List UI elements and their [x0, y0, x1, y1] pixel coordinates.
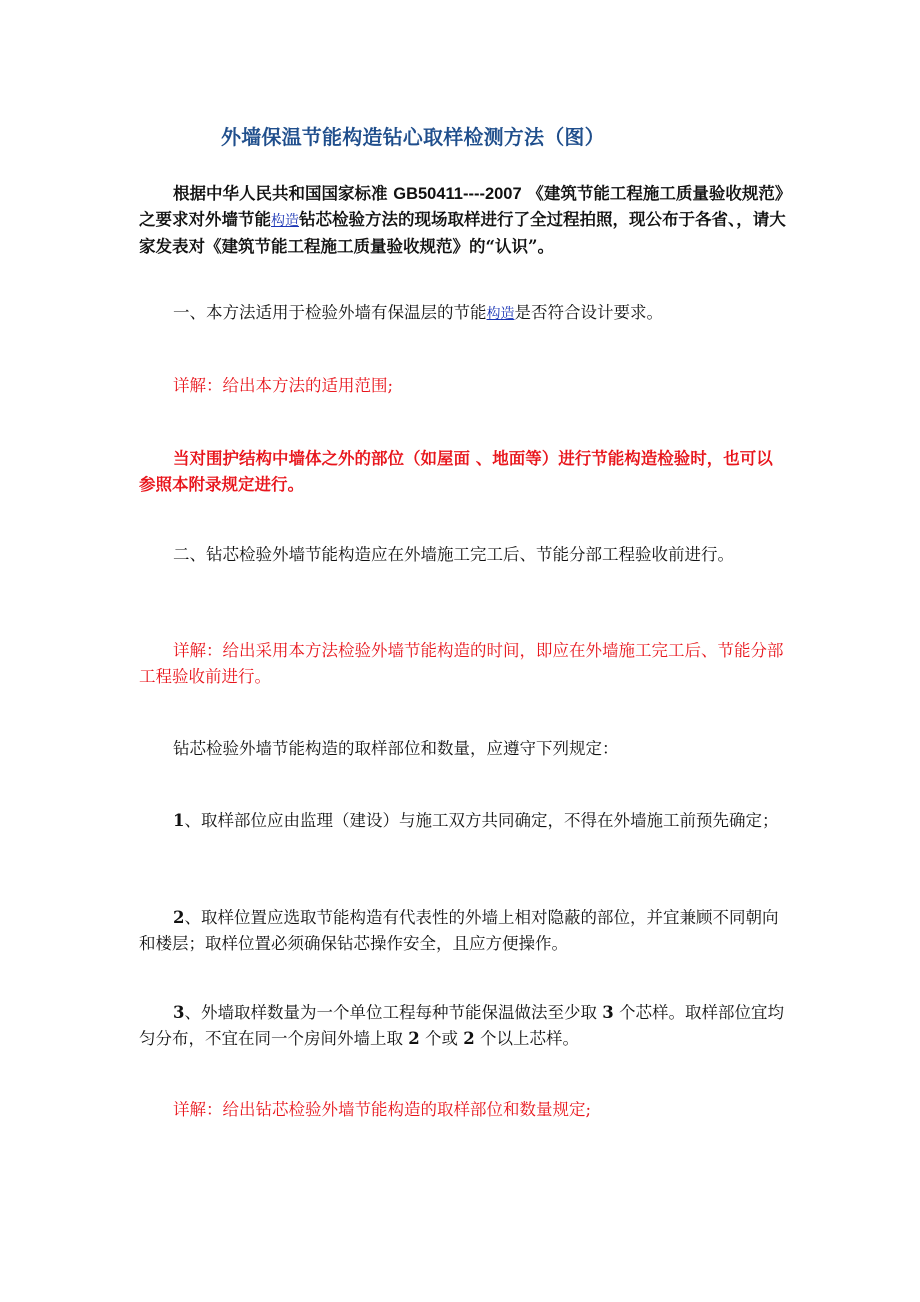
- section-2-paragraph: 二、钻芯检验外墙节能构造应在外墙施工完工后、节能分部工程验收前进行。: [173, 545, 734, 564]
- construction-link-2[interactable]: 构造: [486, 306, 515, 322]
- sampling-rules-intro: 钻芯检验外墙节能构造的取样部位和数量，应遵守下列规定：: [173, 739, 619, 758]
- rule-3-text-c: 个或: [419, 1029, 464, 1048]
- rule-3-number: 3: [173, 1003, 185, 1022]
- rule-1-text: 、取样部位应由监理（建设）与施工双方共同确定，不得在外墙施工前预先确定；: [184, 811, 779, 830]
- rule-3: [139, 1000, 787, 1052]
- detail-1-continuation: 当对围护结构中墙体之外的部位（如屋面 、地面等）进行节能构造检验时，也可以参照本附录规定进行。: [139, 449, 773, 494]
- rule-3-count-2: 2: [408, 1029, 420, 1048]
- section-1-paragraph: [139, 300, 787, 327]
- intro-text-3: 钻芯检验方法的现场取样进行了全过程拍照，现公布于各省、，请大家发表对《建筑节能工程施工质量验收规范》的“认识”。: [139, 210, 786, 256]
- rule-3-count-3: 2: [463, 1029, 475, 1048]
- intro-text-1: 根据中华人民共和国国家标准: [173, 184, 394, 203]
- rule-3-text-a: 、外墙取样数量为一个单位工程每种节能保温做法至少取: [184, 1003, 603, 1022]
- rule-2-number: 2: [173, 908, 185, 927]
- section-1-text-after: 是否符合设计要求。: [514, 303, 663, 322]
- rule-3-count-1: 3: [602, 1003, 614, 1022]
- detail-3: 详解：给出钻芯检验外墙节能构造的取样部位和数量规定;: [173, 1100, 592, 1119]
- page-title: 外墙保温节能构造钻心取样检测方法（图）: [221, 125, 605, 149]
- rule-1: [139, 808, 787, 834]
- detail-1: 详解：给出本方法的适用范围;: [173, 376, 394, 395]
- construction-link[interactable]: 构造: [271, 213, 299, 229]
- section-1-text-before: 一、本方法适用于检验外墙有保温层的节能: [173, 303, 487, 322]
- rule-3-text-d: 个以上芯样。: [474, 1029, 579, 1048]
- rule-2-text: 、取样位置应选取节能构造有代表性的外墙上相对隐蔽的部位，并宜兼顾不同朝向和楼层；取样位置必须确保钻芯操作安全，且应方便操作。: [139, 908, 779, 953]
- detail-2: 详解：给出采用本方法检验外墙节能构造的时间，即应在外墙施工完工后、节能分部工程验收前进行。: [139, 641, 784, 686]
- rule-1-number: 1: [173, 811, 185, 830]
- standard-code: GB50411----2007: [393, 185, 522, 203]
- rule-2: [139, 905, 787, 957]
- intro-paragraph: [139, 181, 787, 260]
- rule-3-text-b: 个芯样。取样部位宜均匀分布，不宜在同一个房间外墙上取: [139, 1003, 784, 1048]
- intro-text-2: 《建筑节能工程施工质量验收规范》之要求对外墙节能: [139, 184, 784, 229]
